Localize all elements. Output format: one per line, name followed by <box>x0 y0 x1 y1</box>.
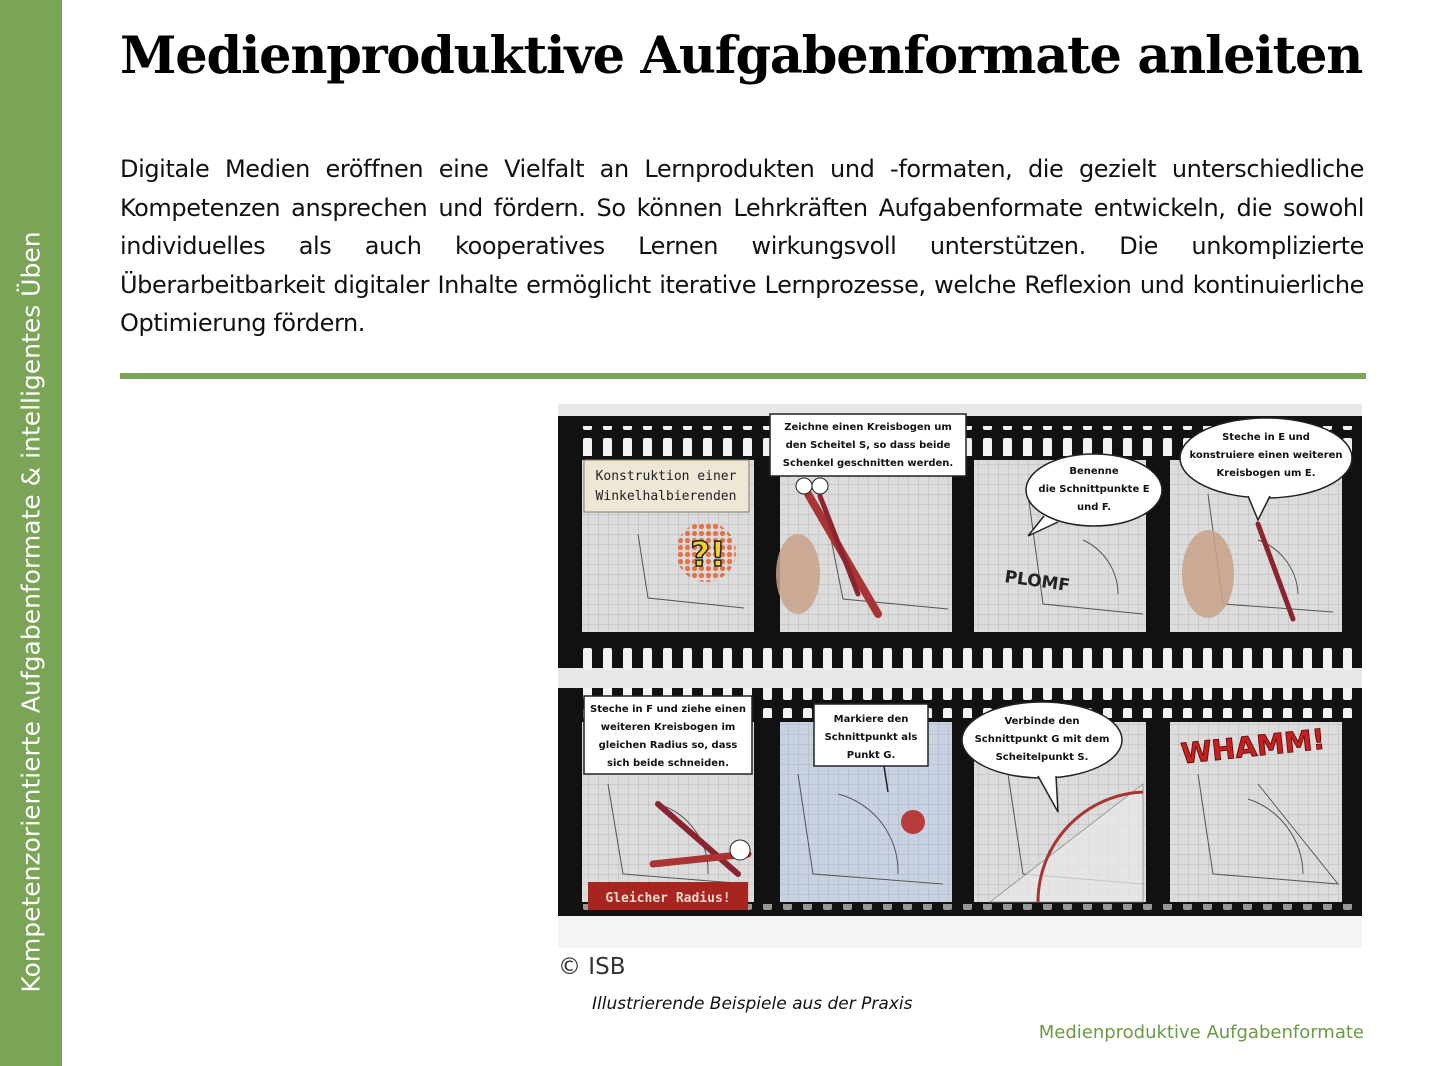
sidebar-label: Kompetenzorientierte Aufgabenformate & intelligentes Üben <box>16 231 46 993</box>
panel-title-line2: Winkelhalbierenden <box>595 489 737 504</box>
svg-text:Schnittpunkt G mit dem: Schnittpunkt G mit dem <box>974 734 1110 745</box>
svg-text:Steche in E und: Steche in E und <box>1222 432 1310 443</box>
svg-text:Scheitelpunkt S.: Scheitelpunkt S. <box>995 752 1089 763</box>
svg-text:Steche in F und ziehe einen: Steche in F und ziehe einen <box>590 704 746 715</box>
svg-text:Verbinde den: Verbinde den <box>1004 716 1080 727</box>
sfx-whamm: WHAMM! <box>1179 722 1327 771</box>
sidebar-band <box>0 0 62 1066</box>
svg-text:Punkt G.: Punkt G. <box>846 750 896 761</box>
footer-label: Medienproduktive Aufgabenformate <box>1038 1022 1364 1043</box>
svg-text:und F.: und F. <box>1076 502 1112 513</box>
svg-text:weiteren Kreisbogen im: weiteren Kreisbogen im <box>600 722 736 733</box>
svg-text:Schenkel geschnitten werden.: Schenkel geschnitten werden. <box>782 458 954 469</box>
sfx-question: ?! <box>690 535 726 575</box>
divider <box>120 373 1366 379</box>
comic-filmstrip-image <box>558 404 1362 948</box>
svg-text:den Scheitel S, so dass beide: den Scheitel S, so dass beide <box>785 440 951 451</box>
svg-text:Zeichne einen Kreisbogen um: Zeichne einen Kreisbogen um <box>784 422 952 433</box>
banner-radius: Gleicher Radius! <box>605 891 731 906</box>
image-credit: © ISB <box>558 954 626 980</box>
sfx-plomf: PLOMF <box>1003 567 1072 597</box>
svg-text:sich beide schneiden.: sich beide schneiden. <box>607 758 729 769</box>
filmstrip-illustration <box>558 404 1362 948</box>
intro-paragraph: Digitale Medien eröffnen eine Vielfalt an Lernprodukten und -formaten, die gezielt unterschiedliche Kompetenzen ansprechen und fördern. So können Lehrkräften Aufgabenformate entwickeln, die sowohl individuelles als auch kooperatives Lernen wirkungsvoll unterstützen. Die unkomplizierte Überarbeitbarkeit digitaler Inhalte ermöglicht iterative Lernprozesse, welche Reflexion und kontinuierliche Optimierung fördern. <box>120 155 1364 337</box>
svg-text:konstruiere einen weiteren: konstruiere einen weiteren <box>1189 450 1343 461</box>
svg-text:Schnittpunkt als: Schnittpunkt als <box>824 732 918 743</box>
image-caption: Illustrierende Beispiele aus der Praxis <box>592 994 913 1014</box>
svg-text:Benenne: Benenne <box>1069 466 1119 477</box>
page-title: Medienproduktive Aufgabenformate anleiten <box>120 26 1363 86</box>
svg-text:Kreisbogen um E.: Kreisbogen um E. <box>1216 468 1316 479</box>
svg-text:die Schnittpunkte E: die Schnittpunkte E <box>1038 484 1150 495</box>
svg-text:gleichen Radius so, dass: gleichen Radius so, dass <box>598 740 738 751</box>
panel-title-line1: Konstruktion einer <box>595 469 737 484</box>
svg-text:Markiere den: Markiere den <box>833 714 909 725</box>
